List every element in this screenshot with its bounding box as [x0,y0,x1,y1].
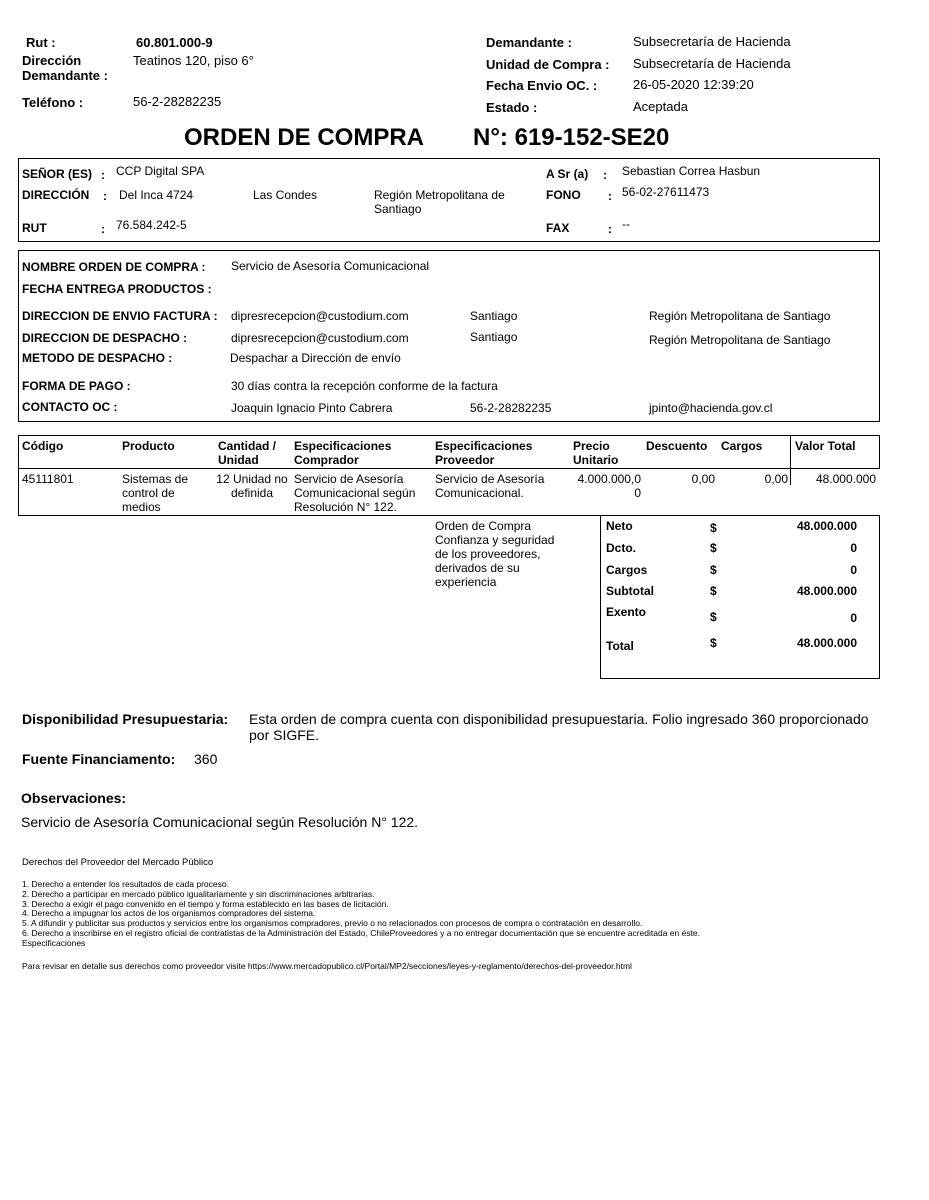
cell-cantidad: 12 Unidad no definida [216,472,288,500]
disponibilidad-label: Disponibilidad Presupuestaria: [22,711,229,727]
header-codigo: Código [22,439,64,453]
neto-currency: $ [710,521,717,535]
total-currency: $ [710,636,717,650]
despacho-region: Región Metropolitana de Santiago [649,333,831,347]
header-producto: Producto [122,439,175,453]
order-details-box [18,250,880,422]
fax-value: -- [622,217,630,231]
fecha-entrega-label: FECHA ENTREGA PRODUCTOS : [22,282,212,296]
demandante-label: Demandante : [486,35,572,50]
despacho-label: DIRECCION DE DESPACHO : [22,331,188,345]
table-left-border [18,435,19,515]
supplier-rut-colon: : [101,222,105,236]
dcto-value: 0 [850,541,857,555]
order-number: N°: 619-152-SE20 [473,124,670,151]
cargos-value: 0 [850,563,857,577]
table-right-border [879,435,880,469]
header-esp-proveedor: Especificaciones Proveedor [435,439,533,467]
cell-esp-comprador: Servicio de Asesoría Comunicacional según Resolución N° 122. [294,472,416,514]
fax-label: FAX [546,221,570,235]
table-header-border [18,468,880,469]
rut-label: Rut : [26,35,56,50]
envio-factura-label: DIRECCION DE ENVIO FACTURA : [22,309,218,323]
document-title: ORDEN DE COMPRA [184,124,425,151]
cell-producto: Sistemas de control de medios [122,472,189,514]
senor-value: CCP Digital SPA [116,164,205,178]
dcto-currency: $ [710,541,717,555]
nombre-orden-label: NOMBRE ORDEN DE COMPRA : [22,260,206,274]
list-item: 6. Derecho a inscribirse en el registro oficial de contratistas de la Administración del Estado, ChileProveedores y a no entregar documentación que se encuentre acreditada en éste. [22,927,701,938]
subtotal-label: Subtotal [606,584,654,598]
observaciones-label: Observaciones: [21,790,127,806]
supplier-rut-value: 76.584.242-5 [116,218,187,232]
asr-value: Sebastian Correa Hasbun [622,164,761,178]
list-item: 5. A difundir y publicitar sus productos y servicios entre los organismos compradores, previo o no relacionados con procesos de compra o contratación en desarrollo. [22,918,643,929]
telefono-value: 56-2-28282235 [133,94,222,109]
asr-colon: : [603,168,607,182]
disponibilidad-value: Esta orden de compra cuenta con disponibilidad presupuestaria. Folio ingresado 360 proporcionado por SIGFE. [249,711,869,743]
unidad-label: Unidad de Compra : [486,57,610,72]
fono-colon: : [608,189,612,203]
unidad-value: Subsecretaría de Hacienda [633,56,791,71]
estado-value: Aceptada [633,99,688,114]
fax-colon: : [608,222,612,236]
telefono-label: Teléfono : [22,95,84,110]
header-cantidad: Cantidad / Unidad [218,439,277,467]
item-note: Orden de Compra Confianza y seguridad de los proveedores, derivados de su experiencia [435,519,555,589]
nombre-orden-value: Servicio de Asesoría Comunicacional [231,259,430,273]
cell-esp-proveedor: Servicio de Asesoría Comunicacional. [435,472,545,500]
direccion-label: DIRECCIÓN [22,188,90,202]
fono-label: FONO [546,188,581,202]
totals-box [600,515,880,679]
fono-value: 56-02-27611473 [622,185,710,199]
fuente-label: Fuente Financiamento: [22,751,176,767]
cell-cargos: 0,00 [764,472,788,486]
list-item: Especificaciones [22,937,86,948]
header-precio: Precio Unitario [573,439,619,467]
list-item: 3. Derecho a exigir el pago convenido en el tiempo y forma establecido en las bases de licitación. [22,898,389,909]
cell-valor-total: 48.000.000 [815,472,876,486]
estado-label: Estado : [486,100,538,115]
senor-label: SEÑOR (ES) [22,167,93,181]
cell-codigo: 45111801 [22,472,74,486]
forma-pago-label: FORMA DE PAGO : [22,379,131,393]
direccion-colon: : [103,189,107,203]
metodo-despacho-value: Despachar a Dirección de envío [230,351,401,365]
contacto-name: Joaquin Ignacio Pinto Cabrera [231,401,393,415]
metodo-despacho-label: METODO DE DESPACHO : [22,351,173,365]
fecha-envio-value: 26-05-2020 12:39:20 [633,77,754,92]
direccion-comuna: Las Condes [253,188,318,202]
envio-factura-city: Santiago [470,309,518,323]
direccion-value: Teatinos 120, piso 6° [133,53,254,68]
header-esp-comprador: Especificaciones Comprador [294,439,392,467]
demandante-value: Subsecretaría de Hacienda [633,34,791,49]
rights-list [22,880,700,949]
valor-total-divider [790,435,791,485]
rights-title: Derechos del Proveedor del Mercado Público [22,857,214,868]
direccion-label-2: Demandante : [22,68,108,83]
contacto-email: jpinto@hacienda.gov.cl [649,401,773,415]
rut-value: 60.801.000-9 [136,35,213,50]
dcto-label: Dcto. [606,541,636,555]
contacto-phone: 56-2-28282235 [470,401,552,415]
exento-currency: $ [710,610,717,624]
contacto-label: CONTACTO OC : [22,400,118,414]
observaciones-value: Servicio de Asesoría Comunicacional según Resolución N° 122. [21,814,419,830]
envio-factura-email: dipresrecepcion@custodium.com [231,309,409,323]
cargos-label: Cargos [606,563,648,577]
neto-label: Neto [606,519,633,533]
list-item: 1. Derecho a entender los resultados de cada proceso. [22,879,229,889]
despacho-city: Santiago [470,330,518,344]
supplier-rut-label: RUT [22,221,47,235]
neto-value: 48.000.000 [796,519,857,533]
direccion-region: Región Metropolitana de Santiago [374,188,505,216]
total-value: 48.000.000 [796,636,857,650]
exento-label: Exento [606,605,647,619]
forma-pago-value: 30 días contra la recepción conforme de la factura [231,379,498,393]
fuente-value: 360 [194,751,218,767]
rights-footer: Para revisar en detalle sus derechos como proveedor visite https://www.mercadopublico.cl/Portal/MP2/secciones/leyes-y-reglamento/derechos-del-proveedor.html [22,961,632,971]
despacho-email: dipresrecepcion@custodium.com [231,331,409,345]
table-top-border [18,435,880,436]
table-row-border [18,515,601,516]
list-item: 2. Derecho a participar en mercado público igualitariamente y sin discriminaciones arbitrarias. [22,888,375,899]
list-item: 4. Derecho a impugnar los actos de los organismos compradores del sistema. [22,908,316,919]
total-label: Total [606,639,634,653]
direccion-label-1: Dirección [22,53,82,68]
fecha-envio-label: Fecha Envio OC. : [486,78,598,93]
header-valor-total: Valor Total [795,439,856,453]
senor-colon: : [101,168,105,182]
direccion-street: Del Inca 4724 [119,188,194,202]
envio-factura-region: Región Metropolitana de Santiago [649,309,831,323]
supplier-box [18,158,880,242]
exento-value: 0 [850,611,857,625]
subtotal-currency: $ [710,584,717,598]
cell-precio: 4.000.000,0 0 [577,472,641,500]
asr-label: A Sr (a) [546,167,589,181]
subtotal-value: 48.000.000 [796,584,857,598]
cell-descuento: 0,00 [691,472,715,486]
header-descuento: Descuento [646,439,708,453]
header-cargos: Cargos [721,439,763,453]
cargos-currency: $ [710,563,717,577]
